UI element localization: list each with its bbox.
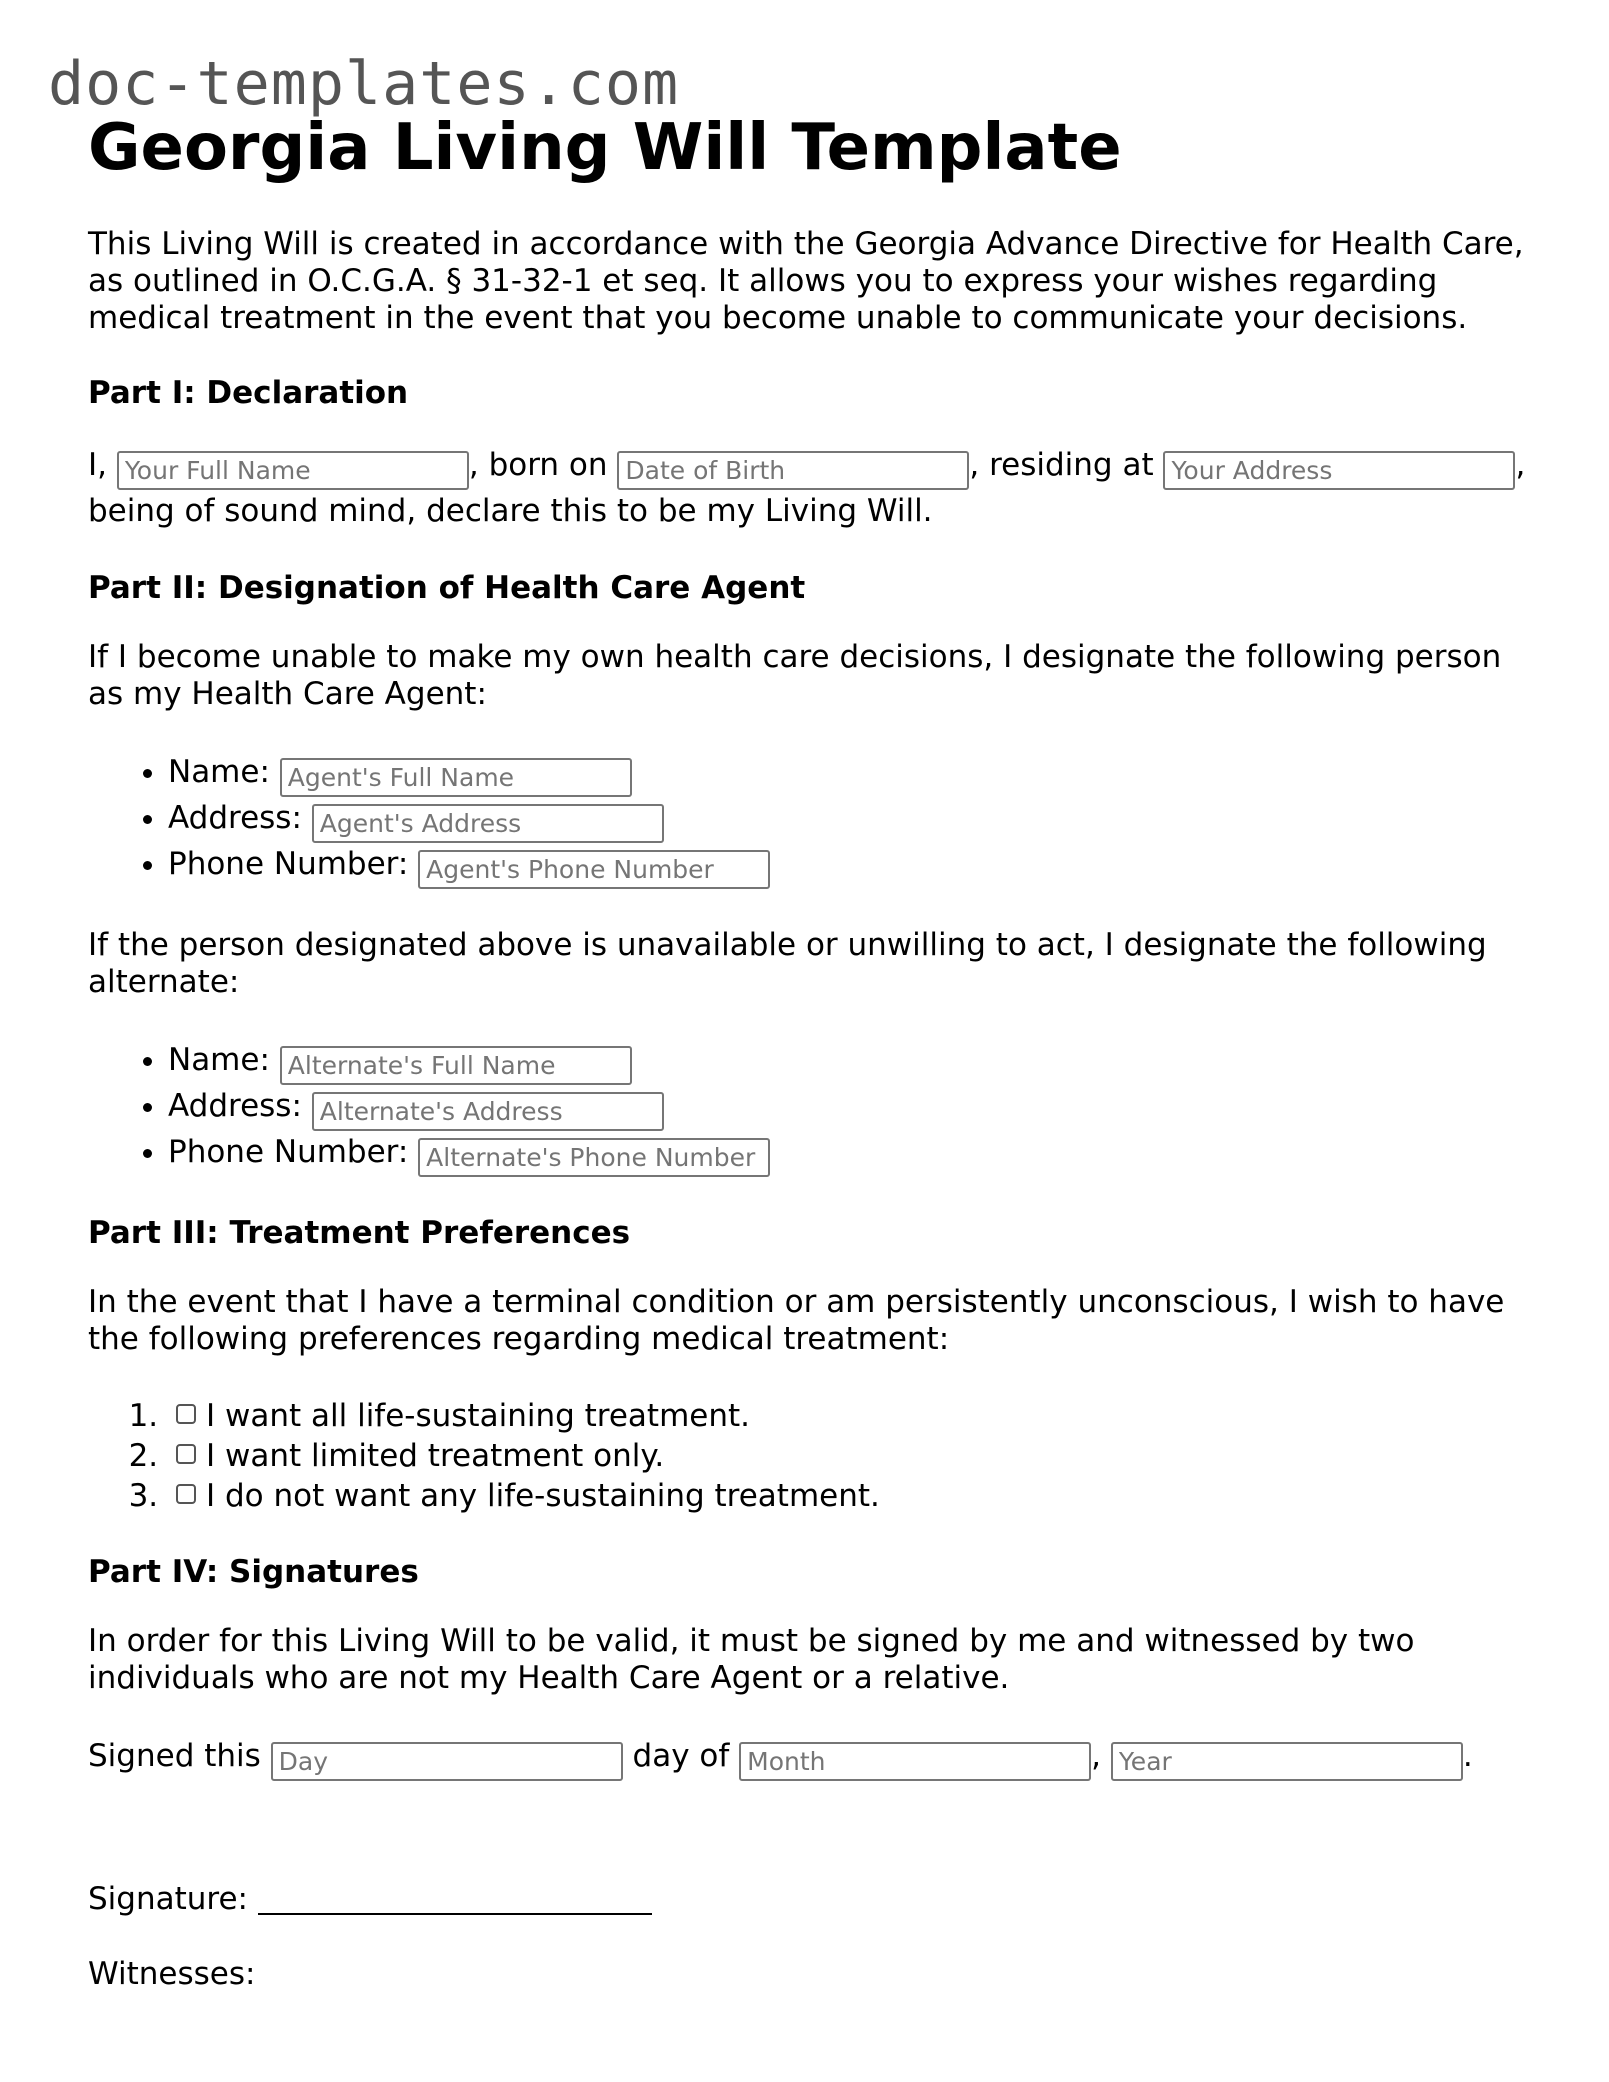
agent-name-label: Name: (168, 754, 270, 790)
alternate-name-label: Name: (168, 1042, 270, 1078)
full-name-input[interactable] (117, 451, 469, 490)
decl-text-end: , being of sound mind, declare this to be my Living Will. (88, 447, 1526, 529)
signature-blank[interactable] (258, 1883, 652, 1915)
declaration-paragraph (88, 444, 1528, 532)
intro-paragraph: This Living Will is created in accordance with the Georgia Advance Directive for Health Care, as outlined in O.C.G.A. § 31-32-1 et seq. It allows you to express your wishes regarding medical treatment in the event that you become unable to communicate your decisions. (88, 226, 1524, 336)
agent-phone-label: Phone Number: (168, 846, 409, 882)
part1-heading: Part I: Declaration (88, 375, 409, 411)
decl-text-born: , born on (468, 447, 608, 483)
alternate-name-input[interactable] (280, 1046, 632, 1085)
signature-label: Signature: (88, 1881, 248, 1917)
signed-this-label: Signed this (88, 1738, 261, 1774)
list-item (168, 843, 1528, 889)
option-label: I want all life-sustaining treatment. (206, 1398, 750, 1434)
year-input[interactable] (1111, 1742, 1463, 1781)
all-treatment-checkbox[interactable] (176, 1404, 196, 1424)
comma-text: , (1091, 1738, 1101, 1774)
signatures-paragraph: In order for this Living Will to be valid, it must be signed by me and witnessed by two individuals who are not my Health Care Agent or a relative. (88, 1623, 1415, 1696)
agent-address-label: Address: (168, 800, 302, 836)
month-input[interactable] (739, 1742, 1091, 1781)
treatment-options-list (88, 1396, 1528, 1516)
agent-paragraph: If I become unable to make my own health care decisions, I designate the following person as my Health Care Agent: (88, 639, 1502, 712)
list-item (168, 1436, 1528, 1476)
page-title: Georgia Living Will Template (88, 111, 1122, 185)
alternate-paragraph: If the person designated above is unavailable or unwilling to act, I designate the following alternate: (88, 927, 1487, 1000)
document-page (88, 108, 1528, 2031)
list-item (168, 1476, 1528, 1516)
alternate-address-label: Address: (168, 1088, 302, 1124)
signature-line (88, 1881, 1528, 1918)
part3-heading: Part III: Treatment Preferences (88, 1215, 631, 1251)
agent-address-input[interactable] (312, 804, 664, 843)
address-input[interactable] (1163, 451, 1515, 490)
list-item (168, 1039, 1528, 1085)
witnesses-label: Witnesses: (88, 1956, 256, 1992)
decl-text-i: I, (88, 447, 107, 483)
part2-heading: Part II: Designation of Health Care Agent (88, 570, 806, 606)
decl-text-residing: , residing at (969, 447, 1154, 483)
limited-treatment-checkbox[interactable] (176, 1444, 196, 1464)
list-item (168, 1085, 1528, 1131)
day-input[interactable] (271, 1742, 623, 1781)
option-label: I do not want any life-sustaining treatment. (206, 1478, 880, 1514)
alternate-phone-input[interactable] (418, 1138, 770, 1177)
no-treatment-checkbox[interactable] (176, 1484, 196, 1504)
list-item (168, 1131, 1528, 1177)
list-item (168, 1396, 1528, 1436)
agent-field-list (88, 751, 1528, 889)
list-item (168, 751, 1528, 797)
signed-date-line (88, 1735, 1528, 1781)
option-label: I want limited treatment only. (206, 1438, 665, 1474)
part4-heading: Part IV: Signatures (88, 1554, 419, 1590)
alternate-field-list (88, 1039, 1528, 1177)
watermark: doc-templates.com (48, 49, 680, 119)
agent-phone-input[interactable] (418, 850, 770, 889)
alternate-address-input[interactable] (312, 1092, 664, 1131)
alternate-phone-label: Phone Number: (168, 1134, 409, 1170)
period-text: . (1462, 1738, 1473, 1774)
list-item (168, 797, 1528, 843)
agent-name-input[interactable] (280, 758, 632, 797)
day-of-label: day of (632, 1738, 730, 1774)
dob-input[interactable] (617, 451, 969, 490)
treatment-paragraph: In the event that I have a terminal condition or am persistently unconscious, I wish to have the following preferences regarding medical treatment: (88, 1284, 1505, 1357)
